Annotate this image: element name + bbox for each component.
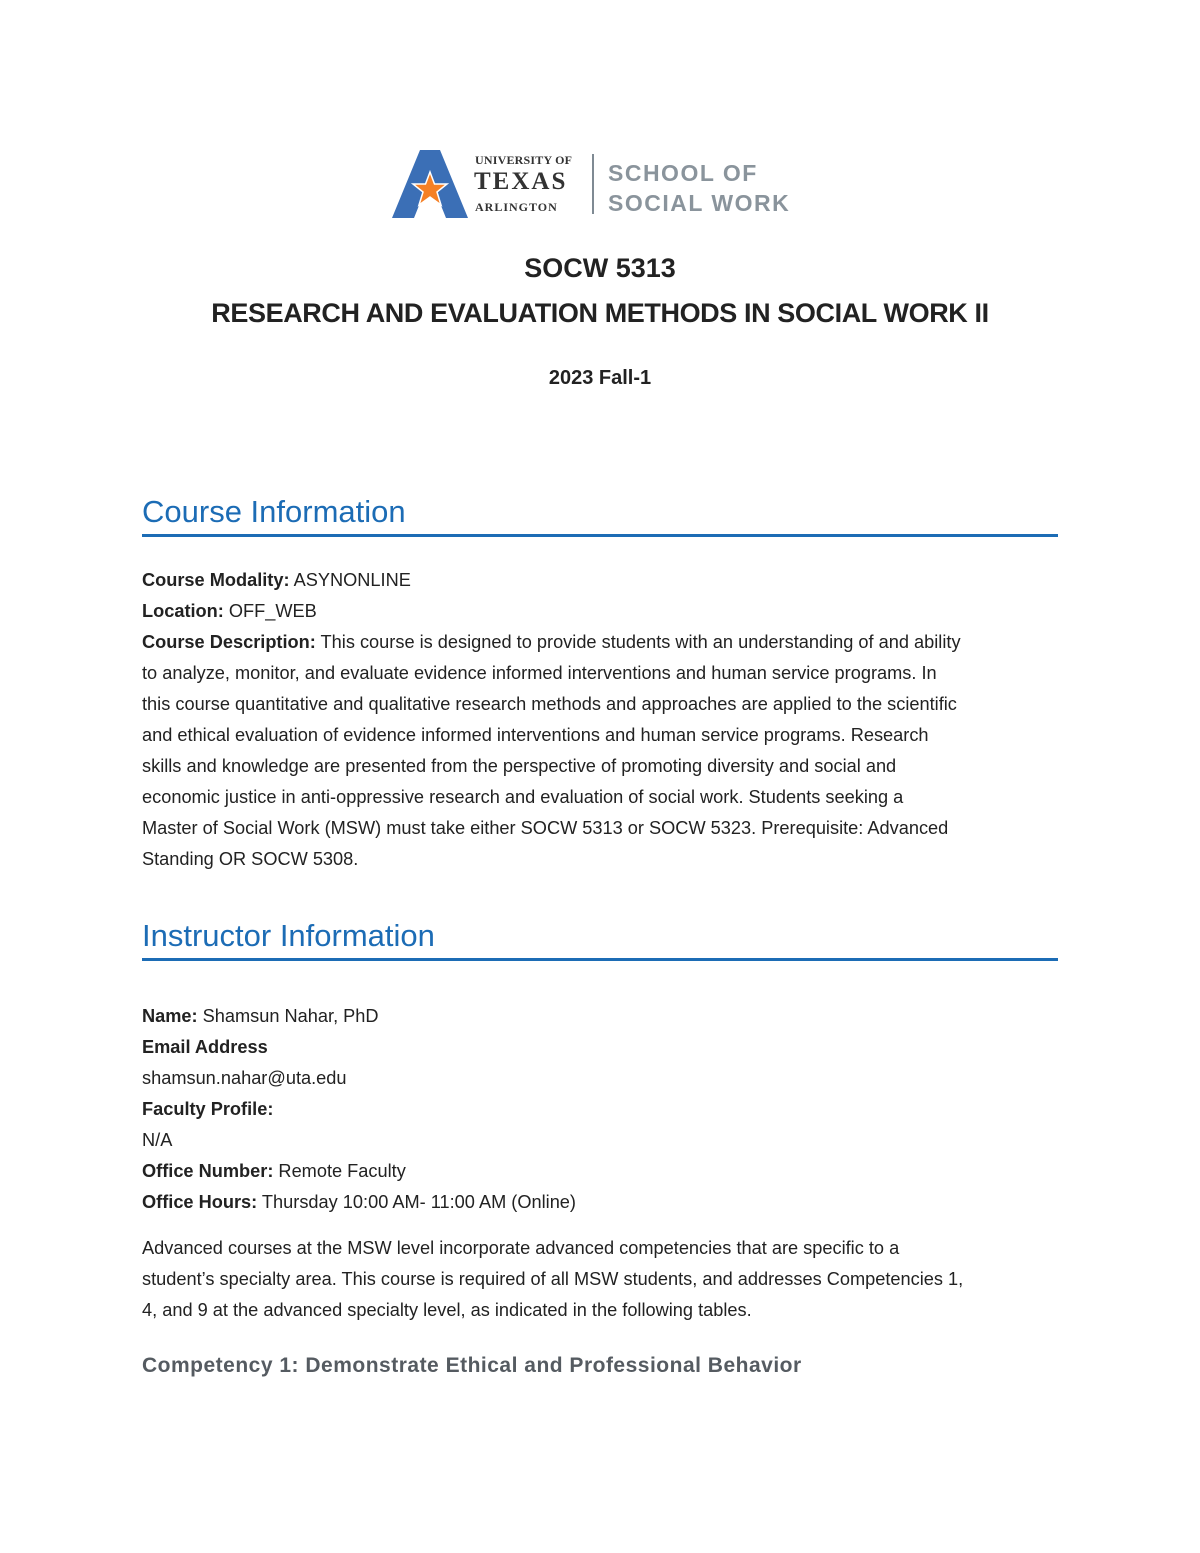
logo-school-name: [608, 158, 790, 218]
email-address-label-text: Email Address: [142, 1037, 268, 1057]
location-label: Location:: [142, 601, 224, 621]
course-modality-row: [142, 565, 1062, 596]
instructor-information-heading: Instructor Information: [142, 918, 1058, 961]
course-description-line: Standing OR SOCW 5308.: [142, 849, 359, 869]
faculty-profile-value: N/A: [142, 1130, 173, 1150]
course-code-title: SOCW 5313: [524, 253, 676, 283]
course-modality-label: Course Modality:: [142, 570, 290, 590]
course-modality-value: ASYNONLINE: [289, 570, 411, 590]
email-address-value: shamsun.nahar@uta.edu: [142, 1068, 347, 1088]
instructor-name-value: Shamsun Nahar, PhD: [197, 1006, 379, 1026]
instructor-name-label: Name:: [142, 1006, 198, 1026]
course-description-line: Master of Social Work (MSW) must take either SOCW 5313 or SOCW 5323. Prerequisite: Advanced: [142, 818, 949, 838]
course-description-line: economic justice in anti-oppressive research and evaluation of social work. Students seeking a: [142, 787, 904, 807]
uta-school-of-social-work-logo: [390, 148, 810, 220]
logo-divider: [592, 154, 594, 214]
paragraph-line: Advanced courses at the MSW level incorporate advanced competencies that are specific to a: [142, 1238, 900, 1258]
office-number-label: Office Number:: [142, 1161, 274, 1181]
faculty-profile-label: [142, 1094, 1062, 1125]
location-value: OFF_WEB: [223, 601, 317, 621]
email-address-label: [142, 1032, 1062, 1063]
uta-a-star-logo-icon: [390, 148, 470, 220]
paragraph-line: 4, and 9 at the advanced specialty level, as indicated in the following tables.: [142, 1300, 752, 1320]
competency-1-heading: Competency 1: Demonstrate Ethical and Professional Behavior: [142, 1354, 802, 1377]
course-description-label: Course Description:: [142, 632, 316, 652]
office-hours-value: Thursday 10:00 AM- 11:00 AM (Online): [257, 1192, 576, 1212]
course-description-line: [142, 627, 1062, 658]
course-description-line: this course quantitative and qualitative research methods and approaches are applied to the scientific: [142, 694, 957, 714]
office-hours-label: Office Hours:: [142, 1192, 258, 1212]
advanced-courses-paragraph: [142, 1233, 1062, 1326]
course-name-title: RESEARCH AND EVALUATION METHODS IN SOCIAL WORK II: [211, 298, 989, 328]
logo-arlington: ARLINGTON: [475, 200, 558, 214]
logo-texas: TEXAS: [474, 168, 568, 195]
logo-school-line2: SOCIAL WORK: [608, 190, 791, 216]
logo-university-of: UNIVERSITY OF: [475, 153, 573, 167]
course-description-line: skills and knowledge are presented from the perspective of promoting diversity and social and: [142, 756, 897, 776]
course-information-body: [142, 565, 1062, 875]
office-hours-row: [142, 1187, 1062, 1218]
office-number-value: Remote Faculty: [273, 1161, 406, 1181]
office-number-row: [142, 1156, 1062, 1187]
instructor-information-body: [142, 1001, 1062, 1218]
instructor-name-row: [142, 1001, 1062, 1032]
course-description-text: This course is designed to provide students with an understanding of and ability: [315, 632, 961, 652]
course-description-line: and ethical evaluation of evidence informed interventions and human service programs. Research: [142, 725, 929, 745]
faculty-profile-label-text: Faculty Profile:: [142, 1099, 274, 1119]
paragraph-line: student’s specialty area. This course is required of all MSW students, and addresses Competencies 1,: [142, 1269, 964, 1289]
location-row: [142, 596, 1062, 627]
course-description-line: to analyze, monitor, and evaluate evidence informed interventions and human service programs. In: [142, 663, 937, 683]
term-label: 2023 Fall-1: [548, 367, 652, 389]
course-information-heading: Course Information: [142, 494, 1058, 537]
logo-school-line1: SCHOOL OF: [608, 160, 758, 186]
